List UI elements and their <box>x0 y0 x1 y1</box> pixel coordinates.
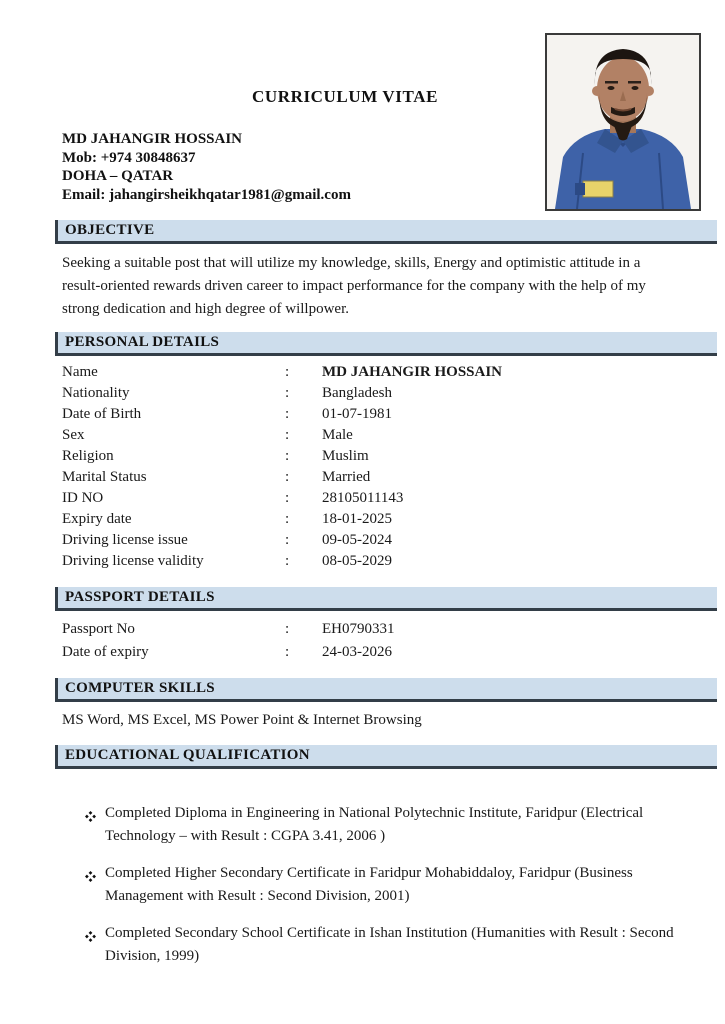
passport-details-table <box>55 618 717 664</box>
detail-row-expiry-date <box>55 509 717 530</box>
detail-label: Name <box>62 364 98 380</box>
detail-value: 24-03-2026 <box>322 644 392 660</box>
education-item <box>85 802 675 848</box>
detail-value: Male <box>322 427 353 443</box>
education-item-text: Completed Higher Secondary Certificate in Faridpur Mohabiddaloy, Faridpur (Business Management with Result : Second Division, 2001) <box>105 865 633 904</box>
detail-value: Muslim <box>322 448 369 464</box>
detail-separator: : <box>285 427 290 443</box>
detail-label: Religion <box>62 448 114 464</box>
contact-name: MD JAHANGIR HOSSAIN <box>62 131 243 147</box>
detail-value: Bangladesh <box>322 385 392 401</box>
contact-block <box>62 130 351 204</box>
detail-label: Sex <box>62 427 85 443</box>
page-title: CURRICULUM VITAE <box>251 87 439 106</box>
diamond-bullet-icon <box>85 922 105 968</box>
detail-separator: : <box>285 553 290 569</box>
section-heading-educational-qualification: EDUCATIONAL QUALIFICATION <box>55 745 717 769</box>
diamond-bullet-icon <box>85 802 105 848</box>
section-heading-objective: OBJECTIVE <box>55 220 717 244</box>
detail-label: Nationality <box>62 385 130 401</box>
detail-separator: : <box>285 385 290 401</box>
detail-label: ID NO <box>62 490 104 506</box>
detail-value: 18-01-2025 <box>322 511 392 527</box>
detail-label: Marital Status <box>62 469 147 485</box>
detail-value: EH0790331 <box>322 621 395 637</box>
detail-row-date-of-birth <box>55 404 717 425</box>
education-item-text: Completed Secondary School Certificate in Ishan Institution (Humanities with Result : Second Division, 1999) <box>105 925 674 964</box>
personal-details-table <box>55 362 717 572</box>
detail-value: 28105011143 <box>322 490 404 506</box>
detail-label: Expiry date <box>62 511 132 527</box>
detail-separator: : <box>285 621 290 637</box>
contact-email: Email: jahangirsheikhqatar1981@gmail.com <box>62 186 351 203</box>
computer-skills-text: MS Word, MS Excel, MS Power Point & Internet Browsing <box>62 712 422 728</box>
detail-value: 01-07-1981 <box>322 406 392 422</box>
detail-separator: : <box>285 532 290 548</box>
detail-row-id-no <box>55 488 717 509</box>
contact-mobile: Mob: +974 30848637 <box>62 149 196 166</box>
portrait-photo <box>545 33 701 211</box>
detail-separator: : <box>285 644 290 660</box>
section-heading-computer-skills: COMPUTER SKILLS <box>55 678 717 702</box>
detail-row-driving-license-issue <box>55 530 717 551</box>
detail-label: Driving license validity <box>62 553 204 569</box>
detail-label: Driving license issue <box>62 532 188 548</box>
detail-value: MD JAHANGIR HOSSAIN <box>322 364 503 380</box>
detail-row-nationality <box>55 383 717 404</box>
cv-content <box>55 220 717 982</box>
detail-row-passport-no <box>55 618 717 641</box>
detail-row-sex <box>55 425 717 446</box>
education-item <box>85 922 675 968</box>
education-item <box>85 862 675 908</box>
diamond-bullet-icon <box>85 862 105 908</box>
detail-row-date-of-expiry <box>55 641 717 664</box>
section-heading-personal-details: PERSONAL DETAILS <box>55 332 717 356</box>
objective-text: Seeking a suitable post that will utilize my knowledge, skills, Energy and optimistic attitude in a result-oriented rewards driven career to impact performance for the company with the help of my strong dedication and high degree of willpower. <box>62 255 646 317</box>
detail-row-religion <box>55 446 717 467</box>
detail-separator: : <box>285 511 290 527</box>
education-item-text: Completed Diploma in Engineering in National Polytechnic Institute, Faridpur (Electrical Technology – with Result : CGPA 3.41, 2006 ) <box>105 805 644 844</box>
contact-location: DOHA – QATAR <box>62 168 174 184</box>
detail-row-driving-license-validity <box>55 551 717 572</box>
detail-value: 09-05-2024 <box>322 532 392 548</box>
detail-label: Passport No <box>62 621 135 637</box>
detail-row-marital-status <box>55 467 717 488</box>
detail-separator: : <box>285 364 290 380</box>
detail-separator: : <box>285 448 290 464</box>
detail-separator: : <box>285 406 290 422</box>
detail-separator: : <box>285 490 290 506</box>
detail-value: 08-05-2029 <box>322 553 392 569</box>
detail-value: Married <box>322 469 371 485</box>
education-list <box>55 802 717 968</box>
detail-separator: : <box>285 469 290 485</box>
detail-label: Date of expiry <box>62 644 149 660</box>
section-heading-passport-details: PASSPORT DETAILS <box>55 587 717 611</box>
detail-label: Date of Birth <box>62 406 142 422</box>
portrait-photo-illustration <box>547 35 699 209</box>
detail-row-name <box>55 362 717 383</box>
